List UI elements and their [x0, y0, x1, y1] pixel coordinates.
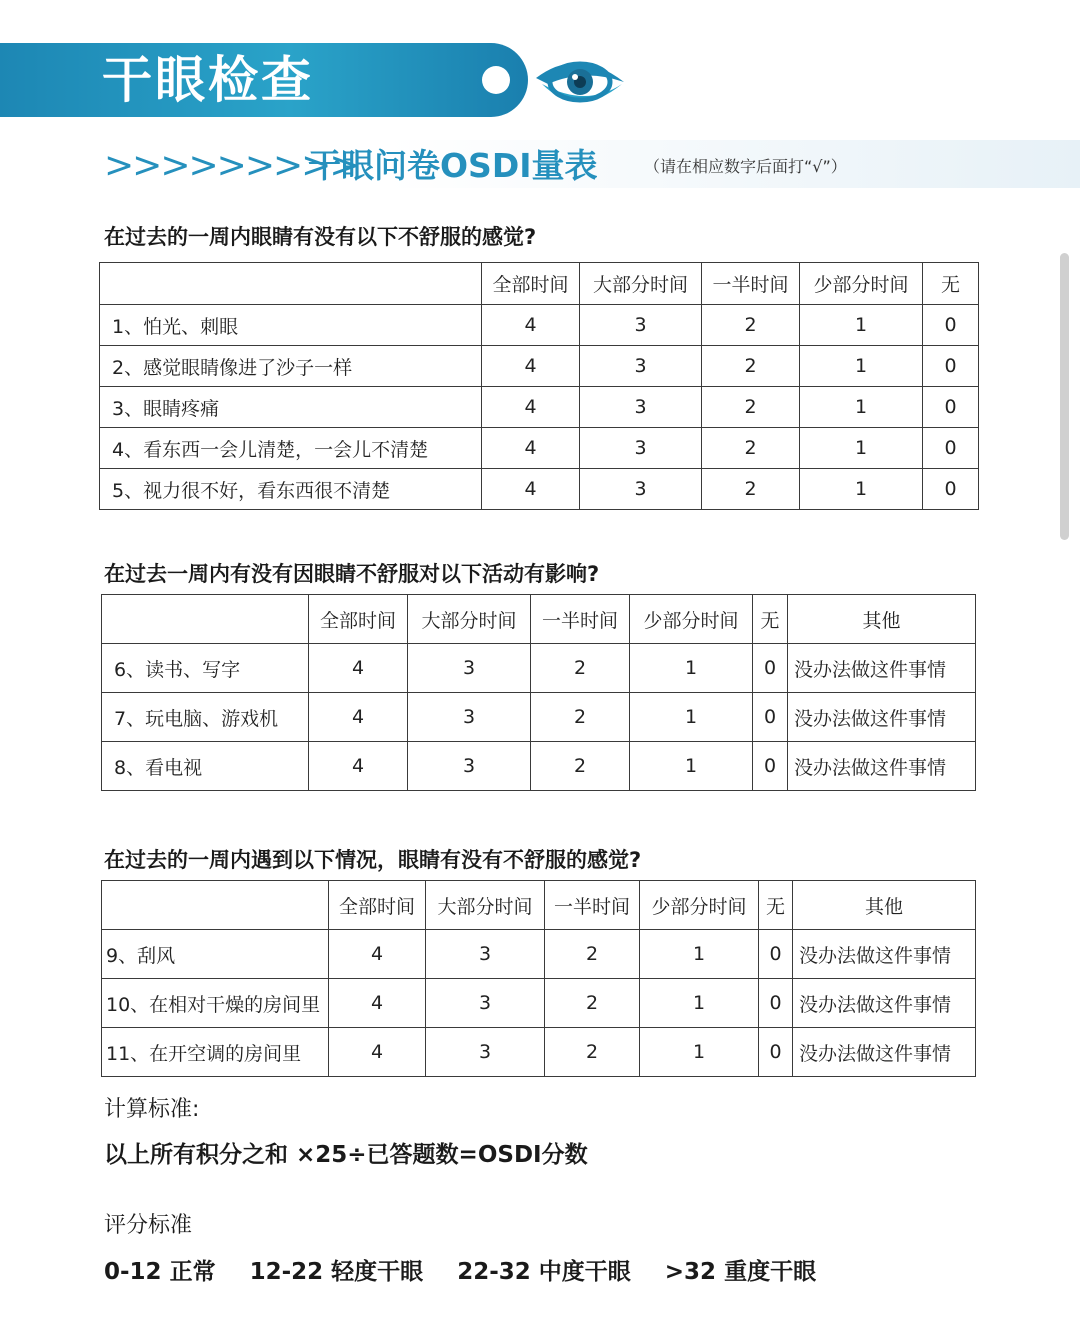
table-row — [100, 305, 979, 346]
table-header-row — [102, 881, 976, 930]
score-cell[interactable]: 4 — [309, 693, 408, 742]
score-cell[interactable]: 2 — [702, 305, 800, 346]
score-cell[interactable]: 2 — [531, 742, 630, 791]
question-item: 2、感觉眼睛像进了沙子一样 — [100, 346, 482, 387]
score-cell[interactable]: 3 — [408, 693, 531, 742]
instruction-note: （请在相应数字后面打“√”） — [644, 157, 847, 176]
table-row — [100, 469, 979, 510]
score-cell[interactable]: 1 — [630, 742, 753, 791]
column-header: 少部分时间 — [630, 595, 753, 644]
score-cell[interactable]: 3 — [580, 469, 702, 510]
score-cell[interactable]: 0 — [923, 346, 979, 387]
score-cell[interactable]: 1 — [640, 930, 759, 979]
column-header — [100, 263, 482, 305]
score-cell[interactable]: 0 — [759, 979, 793, 1028]
other-option-cell[interactable]: 没办法做这件事情 — [788, 693, 976, 742]
question-item: 6、读书、写字 — [102, 644, 309, 693]
table-row — [102, 742, 976, 791]
column-header: 一半时间 — [545, 881, 640, 930]
column-header — [102, 881, 329, 930]
question-item: 7、玩电脑、游戏机 — [102, 693, 309, 742]
score-cell[interactable]: 4 — [482, 346, 580, 387]
scrollbar-thumb[interactable] — [1060, 253, 1069, 540]
score-cell[interactable]: 0 — [759, 930, 793, 979]
score-cell[interactable]: 1 — [640, 1028, 759, 1077]
score-cell[interactable]: 1 — [800, 305, 923, 346]
table-row — [102, 1028, 976, 1077]
score-cell[interactable]: 0 — [923, 387, 979, 428]
header-dot-decoration — [482, 66, 510, 94]
other-option-cell[interactable]: 没办法做这件事情 — [788, 742, 976, 791]
other-option-cell[interactable]: 没办法做这件事情 — [793, 979, 976, 1028]
question-item: 11、在开空调的房间里 — [102, 1028, 329, 1077]
score-cell[interactable]: 3 — [580, 428, 702, 469]
grading-label: 评分标准 — [104, 1213, 193, 1238]
section2-table — [101, 594, 976, 791]
column-header: 少部分时间 — [800, 263, 923, 305]
table-row — [100, 346, 979, 387]
score-cell[interactable]: 2 — [702, 346, 800, 387]
score-cell[interactable]: 3 — [580, 387, 702, 428]
column-header: 无 — [753, 595, 788, 644]
column-header: 一半时间 — [531, 595, 630, 644]
score-cell[interactable]: 4 — [309, 644, 408, 693]
section1-table — [99, 262, 979, 510]
score-cell[interactable]: 1 — [800, 428, 923, 469]
column-header: 其他 — [793, 881, 976, 930]
score-cell[interactable]: 0 — [753, 644, 788, 693]
table-row — [102, 693, 976, 742]
score-cell[interactable]: 4 — [329, 1028, 426, 1077]
section1-question: 在过去的一周内眼睛有没有以下不舒服的感觉? — [104, 225, 537, 249]
score-cell[interactable]: 1 — [800, 387, 923, 428]
column-header: 全部时间 — [482, 263, 580, 305]
column-header: 全部时间 — [309, 595, 408, 644]
column-header: 无 — [759, 881, 793, 930]
score-cell[interactable]: 3 — [580, 346, 702, 387]
other-option-cell[interactable]: 没办法做这件事情 — [793, 930, 976, 979]
question-item: 9、刮风 — [102, 930, 329, 979]
column-header: 大部分时间 — [580, 263, 702, 305]
score-cell[interactable]: 2 — [531, 644, 630, 693]
column-header: 大部分时间 — [426, 881, 545, 930]
grade-normal: 0-12 正常 — [104, 1259, 216, 1285]
grade-moderate: 22-32 中度干眼 — [457, 1259, 631, 1285]
score-cell[interactable]: 3 — [426, 930, 545, 979]
score-cell[interactable]: 4 — [329, 979, 426, 1028]
score-cell[interactable]: 4 — [309, 742, 408, 791]
column-header: 大部分时间 — [408, 595, 531, 644]
column-header: 全部时间 — [329, 881, 426, 930]
grading-levels — [104, 1257, 842, 1287]
score-cell[interactable]: 4 — [482, 305, 580, 346]
score-cell[interactable]: 2 — [545, 930, 640, 979]
table-row — [100, 428, 979, 469]
question-item: 8、看电视 — [102, 742, 309, 791]
table-row — [102, 979, 976, 1028]
score-cell[interactable]: 1 — [800, 346, 923, 387]
eye-logo-icon — [528, 38, 628, 122]
table-row — [102, 930, 976, 979]
calculation-label: 计算标准: — [104, 1097, 200, 1122]
score-cell[interactable]: 2 — [702, 469, 800, 510]
score-cell[interactable]: 4 — [329, 930, 426, 979]
score-cell[interactable]: 2 — [702, 387, 800, 428]
grade-mild: 12-22 轻度干眼 — [249, 1259, 424, 1285]
other-option-cell[interactable]: 没办法做这件事情 — [793, 1028, 976, 1077]
column-header: 无 — [923, 263, 979, 305]
score-cell[interactable]: 3 — [426, 1028, 545, 1077]
score-cell[interactable]: 0 — [753, 693, 788, 742]
score-cell[interactable]: 4 — [482, 469, 580, 510]
question-item: 5、视力很不好，看东西很不清楚 — [100, 469, 482, 510]
score-cell[interactable]: 2 — [545, 979, 640, 1028]
other-option-cell[interactable]: 没办法做这件事情 — [788, 644, 976, 693]
section2-question: 在过去一周内有没有因眼睛不舒服对以下活动有影响? — [104, 562, 600, 586]
section3-table — [101, 880, 976, 1077]
question-item: 10、在相对干燥的房间里 — [102, 979, 329, 1028]
score-cell[interactable]: 2 — [702, 428, 800, 469]
score-cell[interactable]: 4 — [482, 428, 580, 469]
column-header — [102, 595, 309, 644]
section3-question: 在过去的一周内遇到以下情况，眼睛有没有不舒服的感觉? — [104, 848, 642, 872]
score-cell[interactable]: 0 — [923, 305, 979, 346]
score-cell[interactable]: 3 — [426, 979, 545, 1028]
score-cell[interactable]: 2 — [531, 693, 630, 742]
score-cell[interactable]: 3 — [580, 305, 702, 346]
column-header: 一半时间 — [702, 263, 800, 305]
calculation-formula: 以上所有积分之和 ×25÷已答题数=OSDI分数 — [104, 1142, 588, 1168]
score-cell[interactable]: 1 — [630, 693, 753, 742]
question-item: 4、看东西一会儿清楚，一会儿不清楚 — [100, 428, 482, 469]
score-cell[interactable]: 0 — [923, 428, 979, 469]
score-cell[interactable]: 1 — [640, 979, 759, 1028]
score-cell[interactable]: 0 — [923, 469, 979, 510]
table-header-row — [102, 595, 976, 644]
grade-severe: >32 重度干眼 — [664, 1259, 817, 1285]
score-cell[interactable]: 4 — [482, 387, 580, 428]
page-title: 干眼检查 — [102, 51, 314, 109]
question-item: 1、怕光、刺眼 — [100, 305, 482, 346]
score-cell[interactable]: 0 — [753, 742, 788, 791]
column-header: 少部分时间 — [640, 881, 759, 930]
score-cell[interactable]: 1 — [630, 644, 753, 693]
questionnaire-title: 干眼问卷OSDI量表 — [308, 146, 598, 185]
score-cell[interactable]: 0 — [759, 1028, 793, 1077]
subtitle-arrows: >>>>>>>>> — [104, 145, 358, 186]
score-cell[interactable]: 3 — [408, 644, 531, 693]
score-cell[interactable]: 1 — [800, 469, 923, 510]
table-row — [100, 387, 979, 428]
score-cell[interactable]: 3 — [408, 742, 531, 791]
question-item: 3、眼睛疼痛 — [100, 387, 482, 428]
table-header-row — [100, 263, 979, 305]
table-row — [102, 644, 976, 693]
column-header: 其他 — [788, 595, 976, 644]
score-cell[interactable]: 2 — [545, 1028, 640, 1077]
